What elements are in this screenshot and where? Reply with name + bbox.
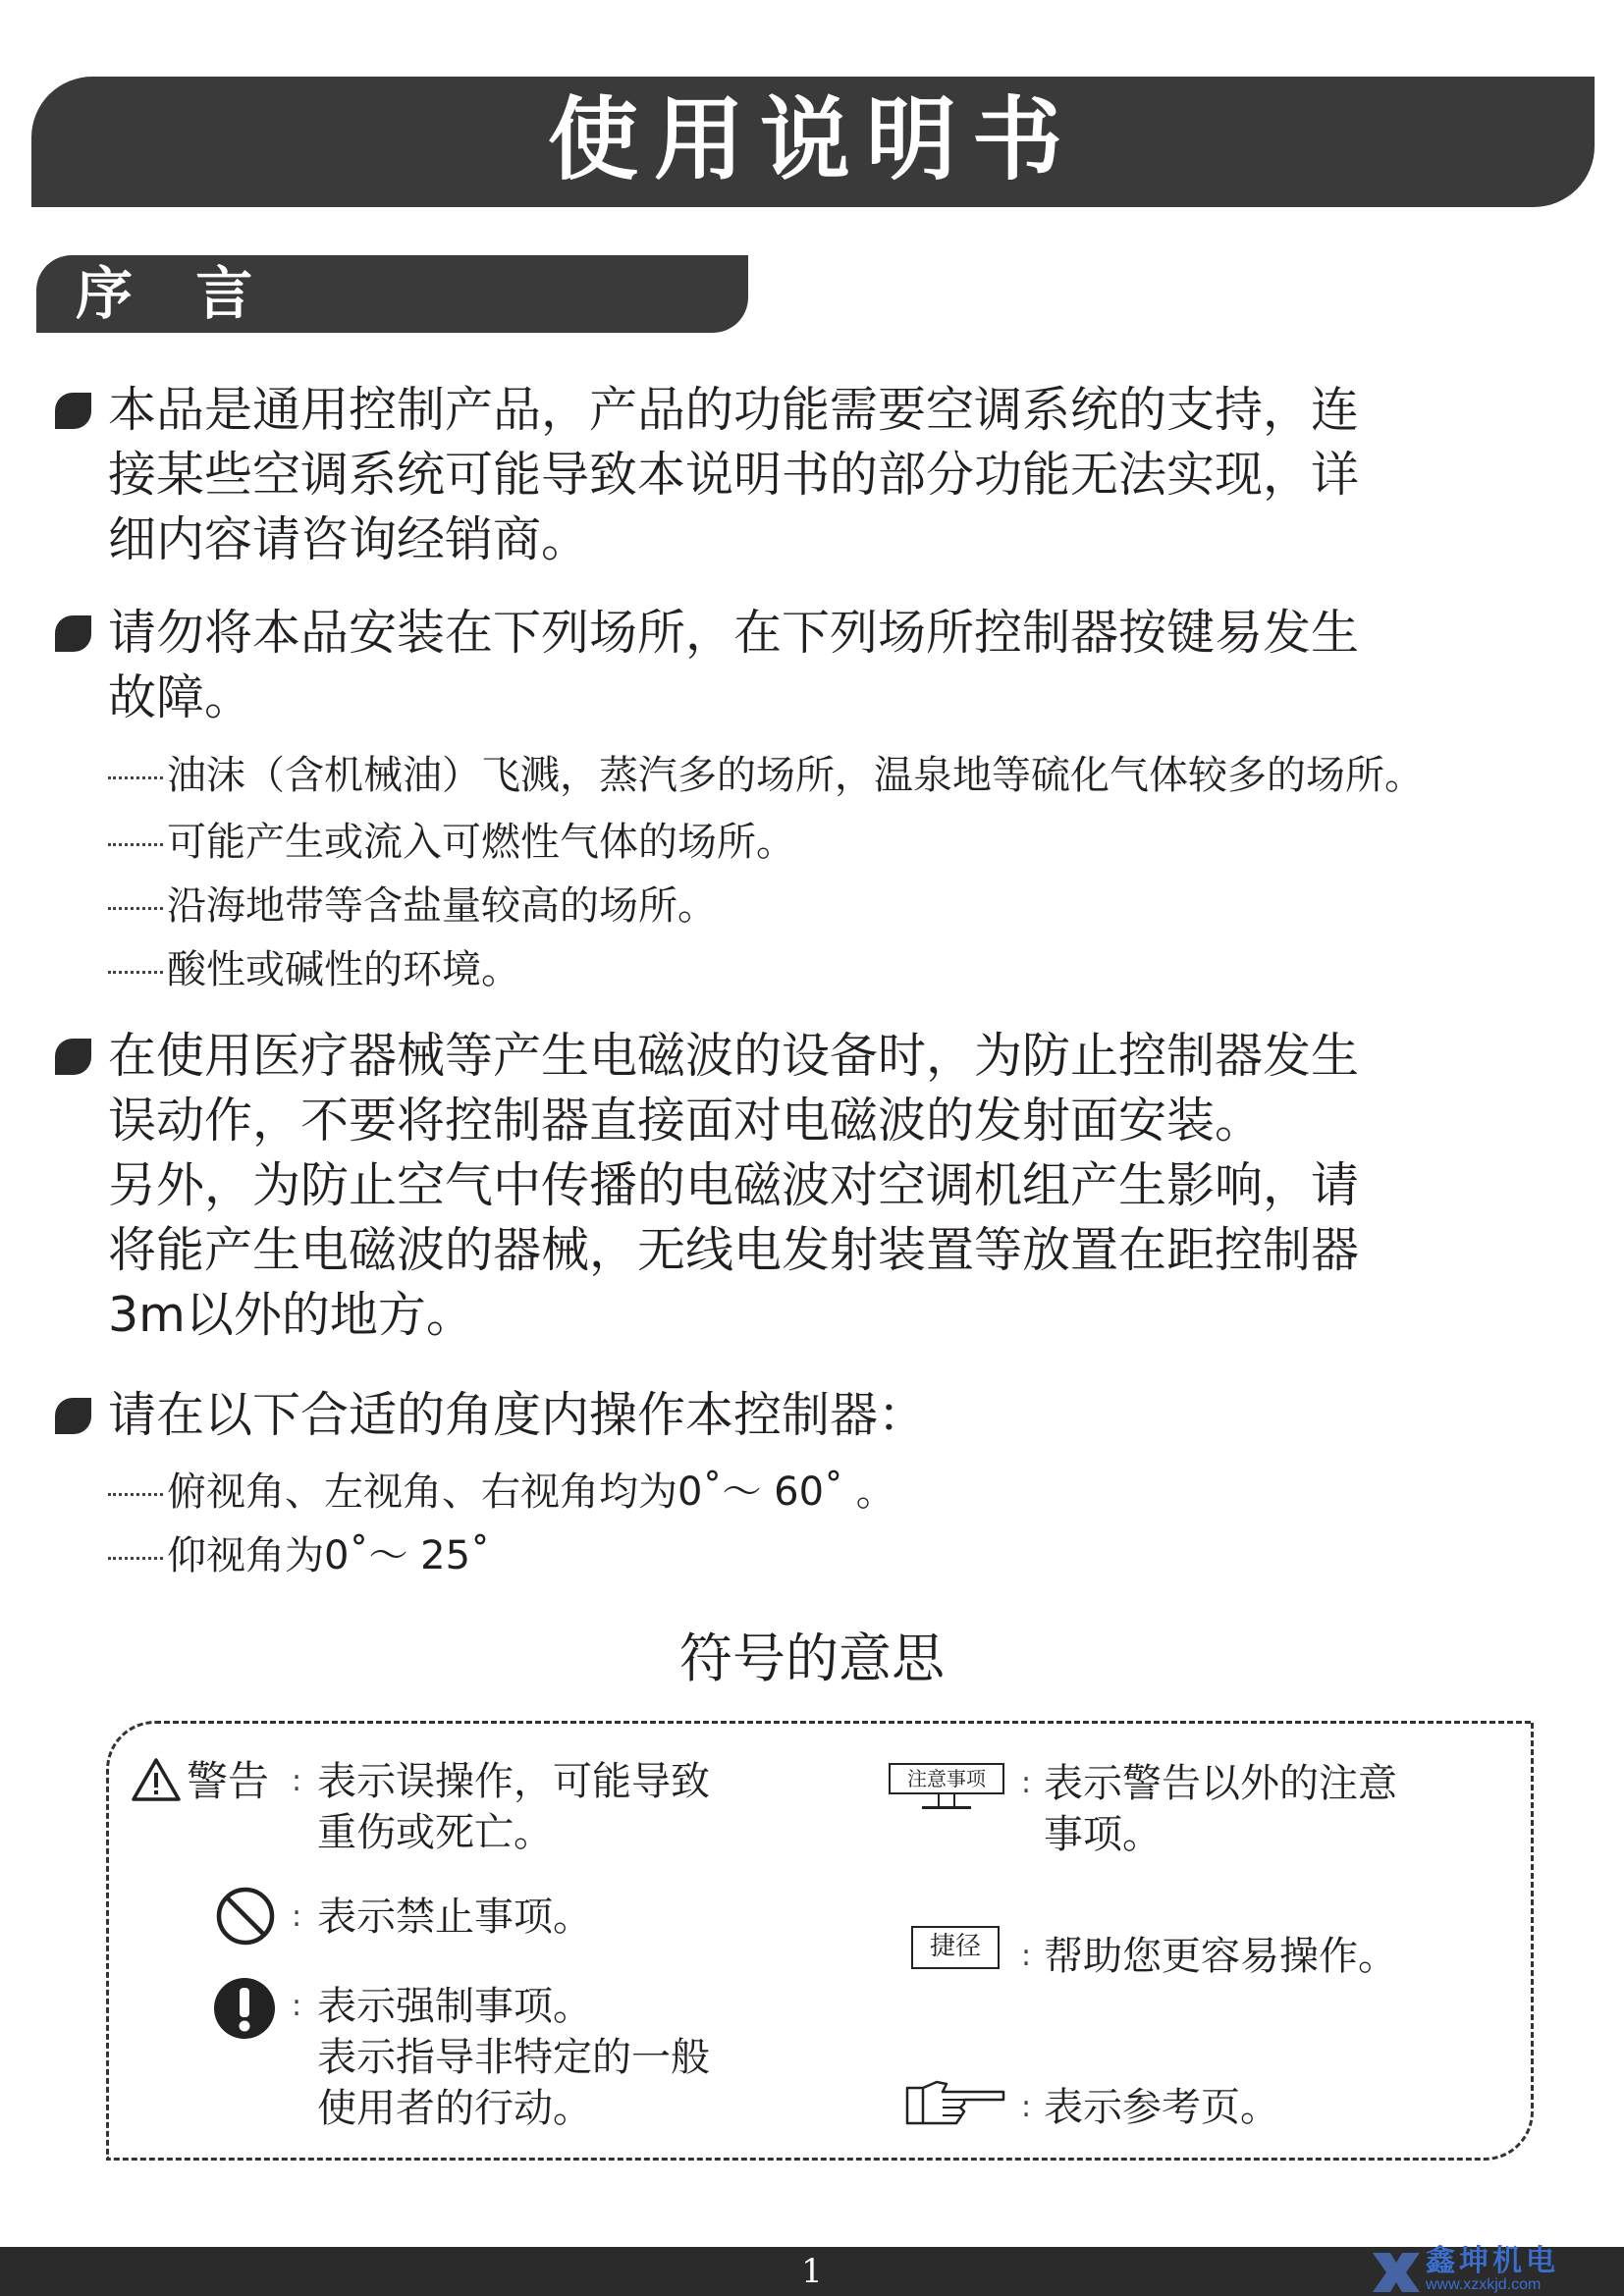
leader-dots <box>108 1553 163 1560</box>
paragraph-line: 请在以下合适的角度内操作本控制器： <box>108 1387 927 1443</box>
colon: : <box>292 1989 302 2023</box>
location-item <box>108 819 795 866</box>
page-number: 1 <box>801 2252 823 2291</box>
bullet-marker <box>55 1398 91 1434</box>
warning-triangle-icon <box>131 1757 182 1802</box>
paragraph-line: 在使用医疗器械等产生电磁波的设备时，为防止控制器发生 <box>108 1028 1360 1084</box>
shortcut-icon <box>903 1926 1007 1979</box>
leader-dots <box>108 1489 163 1496</box>
paragraph-line: 接某些空调系统可能导致本说明书的部分功能无法实现，详 <box>108 447 1360 503</box>
angle-item <box>108 1468 895 1516</box>
location-item-text: 酸性或碱性的环境。 <box>167 947 520 992</box>
colon: : <box>292 1899 302 1934</box>
prohibition-icon <box>214 1885 277 1948</box>
section-heading: 序 言 <box>76 260 275 327</box>
intro-paragraph-4 <box>108 1383 1542 1448</box>
paragraph-line: 细内容请咨询经销商。 <box>108 511 590 567</box>
bullet-marker <box>55 1039 91 1075</box>
description-line: 重伤或死亡。 <box>317 1810 553 1855</box>
pointing-hand-icon <box>903 2078 1009 2131</box>
description-line: 表示误操作，可能导致 <box>317 1759 710 1804</box>
bullet-marker <box>55 615 91 652</box>
paragraph-line: 另外，为防止空气中传播的电磁波对空调机组产生影响，请 <box>108 1157 1360 1213</box>
description-line: 表示警告以外的注意 <box>1044 1761 1397 1806</box>
watermark-logo <box>1369 2245 1614 2296</box>
location-item-text: 沿海地带等含盐量较高的场所。 <box>167 883 717 929</box>
intro-paragraph-3 <box>108 1024 1542 1348</box>
paragraph-line: 故障。 <box>108 669 253 725</box>
location-item-text: 油沫（含机械油）飞溅，蒸汽多的场所，温泉地等硫化气体较多的场所。 <box>167 753 1424 798</box>
description-line: 使用者的行动。 <box>317 2086 592 2131</box>
paragraph-line: 误动作，不要将控制器直接面对电磁波的发射面安装。 <box>108 1093 1264 1148</box>
location-item-text: 可能产生或流入可燃性气体的场所。 <box>167 820 795 865</box>
section-heading-tab <box>36 255 748 333</box>
angle-item <box>108 1532 490 1579</box>
shortcut-description: 帮助您更容易操作。 <box>1044 1934 1397 1979</box>
shortcut-icon-label: 捷径 <box>911 1926 1000 1969</box>
angle-item-text: 仰视角为0˚～ 25˚ <box>167 1533 491 1578</box>
document-title-bar <box>31 77 1595 207</box>
colon: : <box>1021 1766 1032 1800</box>
caution-icon-label: 注意事项 <box>889 1763 1004 1794</box>
leader-dots <box>108 903 163 910</box>
reference-description: 表示参考页。 <box>1044 2085 1279 2130</box>
description-line: 表示强制事项。 <box>317 1984 592 2029</box>
paragraph-line: 将能产生电磁波的器械，无线电发射装置等放置在距控制器 <box>108 1222 1360 1278</box>
bullet-marker <box>55 393 91 429</box>
intro-paragraph-2 <box>108 601 1542 730</box>
warning-label: 警告 <box>187 1757 270 1805</box>
location-item <box>108 752 1424 799</box>
description-line: 表示指导非特定的一般 <box>317 2035 710 2080</box>
watermark-logo-icon <box>1371 2251 1422 2294</box>
location-item <box>108 882 717 930</box>
description-line: 事项。 <box>1044 1812 1162 1857</box>
mandatory-description <box>317 1981 710 2134</box>
prohibit-description: 表示禁止事项。 <box>317 1895 592 1940</box>
warning-description <box>317 1756 710 1858</box>
paragraph-line: 3m以外的地方。 <box>108 1287 474 1343</box>
paragraph-line: 请勿将本品安装在下列场所，在下列场所控制器按键易发生 <box>108 605 1360 661</box>
leader-dots <box>108 839 163 846</box>
location-item <box>108 946 520 993</box>
leader-dots <box>108 773 163 779</box>
leader-dots <box>108 967 163 974</box>
colon: : <box>292 1764 302 1798</box>
watermark-url: www.xzxkjd.com <box>1426 2276 1542 2293</box>
colon: : <box>1021 1939 1032 1973</box>
symbols-heading: 符号的意思 <box>679 1628 945 1689</box>
caution-notes-icon <box>889 1763 1006 1810</box>
colon: : <box>1021 2090 1032 2124</box>
watermark-brand: 鑫坤机电 <box>1426 2245 1559 2277</box>
mandatory-exclamation-icon <box>212 1976 277 2041</box>
document-title: 使用说明书 <box>547 87 1078 192</box>
intro-paragraph-1 <box>108 378 1542 572</box>
caution-description <box>1044 1758 1397 1860</box>
angle-item-text: 俯视角、左视角、右视角均为0˚～ 60˚ 。 <box>167 1469 895 1515</box>
paragraph-line: 本品是通用控制产品，产品的功能需要空调系统的支持，连 <box>108 382 1360 438</box>
